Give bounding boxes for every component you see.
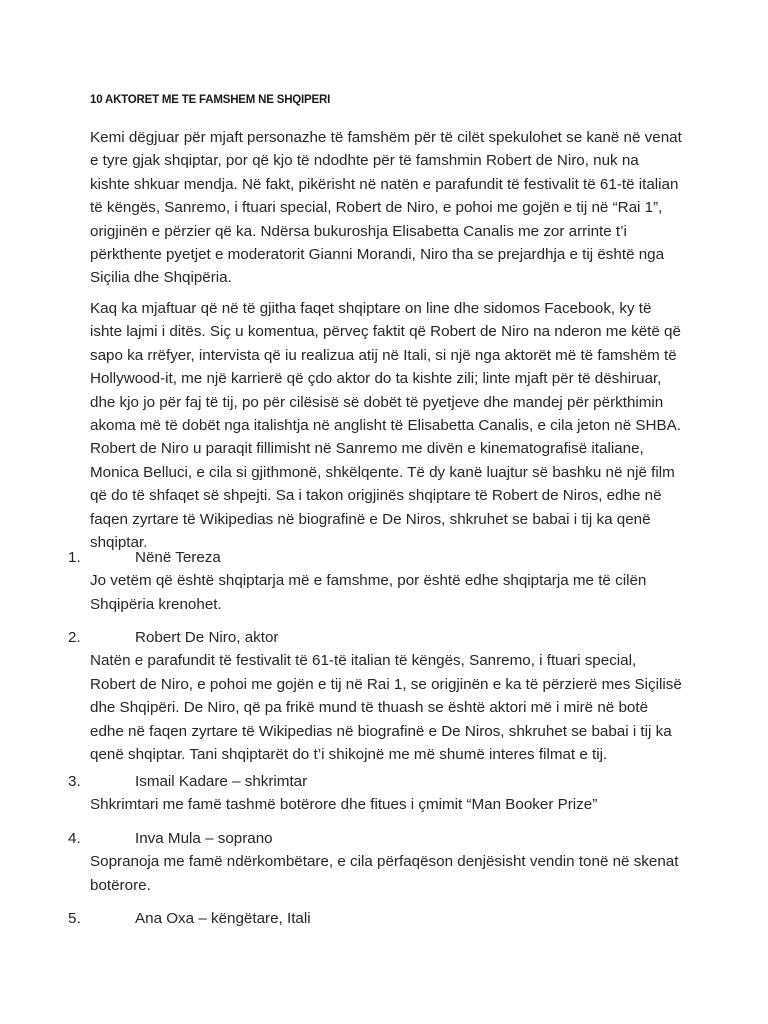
list-item-body: [90, 793, 597, 816]
text-line: sapo ka rrëfyer, intervista që iu realizua atij në Itali, si një nga aktorët më të famshëm të: [90, 346, 677, 364]
list-item-number: 4.: [68, 830, 81, 847]
list-item-number: 2.: [68, 629, 81, 646]
text-line: Jo vetëm që është shqiptarja më e famshme, por është edhe shqiptarja me të cilën: [90, 572, 647, 590]
text-line: ishte lajmi i ditës. Siç u komentua, përveç faktit që Robert de Niro na nderon me këtë që: [90, 323, 681, 341]
intro-paragraph-1: [90, 126, 710, 290]
text-line: dhe Shqipëri. De Niro, që pa frikë mund të thuash se është aktori më i mirë në botë: [90, 699, 649, 717]
text-line: qenë shqiptar. Tani shqiptarët do t’i shikojnë me më shumë interes filmat e tij.: [90, 746, 608, 764]
document-title: 10 AKTORET ME TE FAMSHEM NE SHQIPERI: [90, 94, 331, 106]
list-item-body: [90, 569, 646, 616]
text-line: botërore.: [90, 876, 151, 894]
text-line: Robert de Niro, e pohoi me gojën e tij në Rai 1, se origjinën e ka të përzierë mes Siçilisë: [90, 675, 682, 693]
text-line: kishte shkuar mendja. Në fakt, pikërisht në natën e parafundit të festivalit të 61-të italian: [90, 175, 679, 193]
list-item-heading: Robert De Niro, aktor: [135, 629, 279, 646]
text-line: Robert de Niro u paraqit fillimisht në Sanremo me divën e kinematografisë italiane,: [90, 440, 644, 458]
text-line: origjinën e përzier që ka. Ndërsa bukuroshja Elisabetta Canalis me zor arrinte t’i: [90, 222, 627, 240]
list-item-heading: Nënë Tereza: [135, 549, 221, 566]
text-line: përkthente pyetjet e moderatorit Gianni Morandi, Niro tha se prejardhja e tij është nga: [90, 246, 665, 264]
text-line: të këngës, Sanremo, i ftuari special, Robert de Niro, e pohoi me gojën e tij në “Rai 1”,: [90, 199, 663, 217]
list-item-number: 3.: [68, 773, 81, 790]
text-line: edhe në faqen zyrtare të Wikipedias në biografinë e De Niros, shkruhet se babai i tij ka: [90, 722, 672, 740]
list-item-number: 1.: [68, 549, 81, 566]
text-line: shqiptar.: [90, 534, 148, 552]
text-line: Shkrimtari me famë tashmë botërore dhe fitues i çmimit “Man Booker Prize”: [90, 796, 598, 814]
text-line: Hollywood-it, me një karrierë që çdo aktor do ta kishte zili; linte mjaft për të dëshiruar,: [90, 370, 662, 388]
text-line: dhe kjo jo për faj të tij, po për cilësisë së dobët të pyetjeve dhe mandej për përkthimin: [90, 393, 664, 411]
list-item-body: [90, 850, 678, 897]
text-line: e tyre gjak shqiptar, por që kjo të ndodhte për të famshmin Robert de Niro, nuk na: [90, 152, 639, 170]
text-line: Monica Belluci, e cila si gjithmonë, shkëlqente. Të dy kanë luajtur së bashku në një film: [90, 463, 675, 481]
text-line: faqen zyrtare të Wikipedias në biografinë e De Niros, shkruhet se babai i tij ka qenë: [90, 510, 651, 528]
text-line: Siçilia dhe Shqipëria.: [90, 269, 232, 287]
text-line: Kemi dëgjuar për mjaft personazhe të famshëm për të cilët spekulohet se kanë në venat: [90, 129, 682, 146]
intro-paragraph-2: [90, 297, 710, 554]
text-line: që do të shfaqet së shpejti. Sa i takon origjinës shqiptare të Robert de Niros, edhe në: [90, 487, 662, 505]
list-item-heading: Inva Mula – soprano: [135, 830, 273, 847]
text-line: akoma më të dobët nga italishtja në anglisht të Elisabetta Canalis, e cila jeton në SHBA.: [90, 417, 681, 435]
text-line: Kaq ka mjaftuar që në të gjitha faqet shqiptare on line dhe sidomos Facebook, ky të: [90, 300, 652, 317]
list-item-heading: Ismail Kadare – shkrimtar: [135, 773, 308, 790]
list-item-body: [90, 649, 682, 766]
list-item-number: 5.: [68, 910, 81, 927]
text-line: Shqipëria krenohet.: [90, 595, 222, 613]
text-line: Natën e parafundit të festivalit të 61-të italian të këngës, Sanremo, i ftuari special,: [90, 652, 637, 670]
list-item-heading: Ana Oxa – këngëtare, Itali: [135, 910, 311, 927]
text-line: Sopranoja me famë ndërkombëtare, e cila përfaqëson denjësisht vendin tonë në skenat: [90, 853, 679, 871]
